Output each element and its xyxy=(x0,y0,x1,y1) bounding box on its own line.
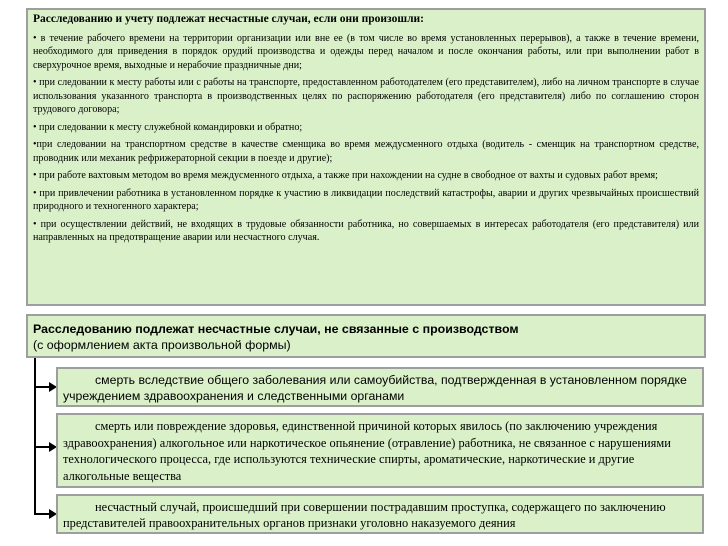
connector-arrow-line xyxy=(34,513,50,515)
non-production-subheading: (с оформлением акта произвольной формы) xyxy=(33,338,291,352)
accident-case-item: • при работе вахтовым методом во время междусменного отдыха, а также при нахождении на судне в свободное от вахты и судовых работ время; xyxy=(33,170,658,181)
connector-arrow-line xyxy=(34,446,50,448)
non-production-case-text: смерть вследствие общего заболевания или самоубийства, подтвержденная в установленном порядке учреждением здравоохранения и следственными органами xyxy=(63,373,687,403)
non-production-case-box xyxy=(56,413,704,488)
non-production-case-text: несчастный случай, происшедший при совершении пострадавшим проступка, содержащего по заключению представителей правоохранительных органов признаки уголовно наказуемого деяния xyxy=(63,500,666,530)
non-production-heading: Расследованию подлежат несчастные случаи, не связанные с производством xyxy=(33,322,519,336)
accident-case-item: • при следовании к месту служебной командировки и обратно; xyxy=(33,121,303,133)
connector-arrow-line xyxy=(34,386,50,388)
accident-cases-heading: Расследованию и учету подлежат несчастные случаи, если они произошли: xyxy=(33,13,424,25)
accident-case-item: • в течение рабочего времени на территории организации или вне ее (в том числе во время установленных перерывов), а также в течение времени, необходимого для приведения в порядок орудий производства и одежды перед началом и после окончания работы, или при выполнении работ в сверхурочное время, выходные и нерабочие праздничные дни; xyxy=(33,32,699,71)
accident-cases-box xyxy=(26,8,706,306)
non-production-case-box xyxy=(56,494,704,534)
connector-vertical-line xyxy=(34,358,36,515)
non-production-case-text: смерть или повреждение здоровья, единственной причиной которых явилось (по заключению учреждения здравоохранения) алкогольное или наркотическое опьянение (отравление) работника, не связанное с нарушениями технологического процесса, где используются технические спирты, ароматические, наркотические и другие алкогольные вещества xyxy=(63,419,671,483)
non-production-case-box xyxy=(56,367,704,407)
accident-case-item: • при следовании к месту работы или с работы на транспорте, предоставленном работодателем (его представителем), либо на личном транспорте в случае использования указанного транспорта в производственных целях по распоряжению работодателя (его представителя) либо по соглашению сторон трудового договора; xyxy=(33,77,699,115)
accident-case-item: • при осуществлении действий, не входящих в трудовые обязанности работника, но совершаемых в интересах работодателя (его представителя) или направленных на предотвращение аварии или несчастного случая. xyxy=(33,218,699,243)
accident-case-item: • при привлечении работника в установленном порядке к участию в ликвидации последствий катастрофы, аварии и других чрезвычайных происшествий природного и техногенного характера; xyxy=(33,187,699,212)
non-production-cases-box xyxy=(26,314,706,358)
accident-case-item: •при следовании на транспортном средстве в качестве сменщика во время междусменного отдыха (водитель - сменщик на транспортном средстве, проводник или механик рефрижераторной секции в поезде и другие); xyxy=(33,139,699,164)
